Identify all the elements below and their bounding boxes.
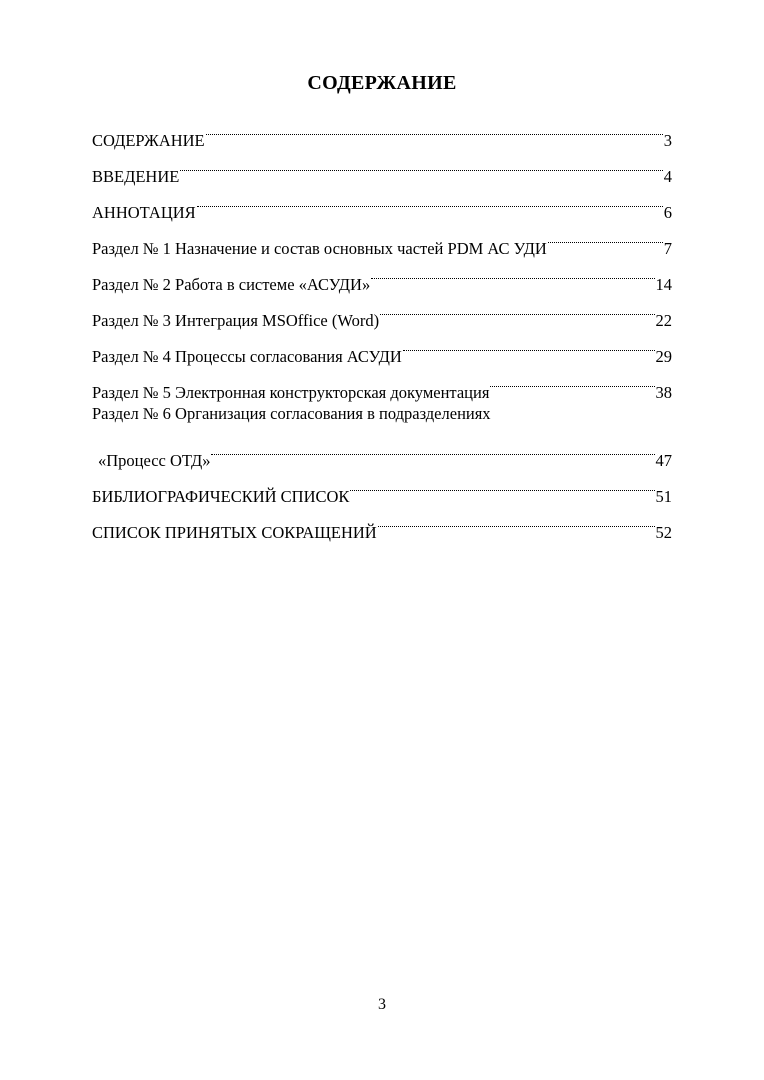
toc-entry-title: Раздел № 5 Электронная конструкторская документация: [92, 383, 490, 402]
toc-dot-leader: [206, 110, 663, 146]
toc-line: [92, 182, 672, 222]
toc-dot-leader: [490, 362, 654, 398]
toc-entry-section-3[interactable]: [92, 290, 672, 330]
page-title: СОДЕРЖАНИЕ: [307, 72, 457, 94]
toc-entry-title-continuation: «Процесс ОТД»: [98, 451, 211, 470]
toc-entry-section-1[interactable]: [92, 218, 672, 258]
toc-entry-title: БИБЛИОГРАФИЧЕСКИЙ СПИСОК: [92, 487, 350, 506]
toc-entry-page: 4: [663, 167, 672, 186]
toc-line: [92, 110, 672, 150]
toc-line: [92, 502, 672, 542]
toc-dot-leader: [211, 430, 654, 466]
toc-entry-page: 6: [663, 203, 672, 222]
toc-entry-page: 7: [663, 239, 672, 258]
toc-line: [92, 218, 672, 258]
toc-dot-leader: [403, 326, 655, 362]
toc-entry-abbreviations[interactable]: [92, 502, 672, 542]
toc-line: [92, 362, 672, 402]
toc-entry-annotation[interactable]: [92, 182, 672, 222]
toc-entry-title: Раздел № 6 Организация согласования в подразделениях: [92, 404, 491, 423]
toc-entry-page: 38: [655, 383, 672, 402]
toc-entry-title: СОДЕРЖАНИЕ: [92, 131, 205, 150]
toc-entry-title: ВВЕДЕНИЕ: [92, 167, 180, 186]
toc-entry-bibliography[interactable]: [92, 466, 672, 506]
toc-entry-page: 52: [655, 523, 672, 542]
toc-line: [92, 466, 672, 506]
toc-entry-page: 47: [655, 451, 672, 470]
toc-entry-title: СПИСОК ПРИНЯТЫХ СОКРАЩЕНИЙ: [92, 523, 377, 542]
toc-entry-introduction[interactable]: [92, 146, 672, 186]
toc-dot-leader: [350, 466, 654, 502]
toc-entry-page: 3: [663, 131, 672, 150]
toc-dot-leader: [197, 182, 663, 218]
toc-entry-page: 22: [655, 311, 672, 330]
page-number: 3: [378, 996, 386, 1013]
toc-entry-title: Раздел № 1 Назначение и состав основных частей PDM АС УДИ: [92, 239, 547, 258]
toc-entry-title: АННОТАЦИЯ: [92, 203, 196, 222]
toc-line-continuation: [92, 430, 672, 470]
toc-entry-section-6[interactable]: [92, 398, 672, 470]
toc-line: [92, 326, 672, 366]
toc-entry-page: 51: [655, 487, 672, 506]
toc-entry-title: Раздел № 2 Работа в системе «АСУДИ»: [92, 275, 371, 294]
toc-line: [92, 146, 672, 186]
toc-line: [92, 254, 672, 294]
toc-entry-title: Раздел № 3 Интеграция MSOffice (Word): [92, 311, 380, 330]
toc-entry-page: 14: [655, 275, 672, 294]
toc-dot-leader: [548, 218, 663, 254]
toc-dot-leader: [380, 290, 654, 326]
toc-entry-section-2[interactable]: [92, 254, 672, 294]
toc-line: [92, 290, 672, 330]
toc-line: [92, 398, 672, 430]
toc-entry-page: 29: [655, 347, 672, 366]
table-of-contents: [92, 110, 672, 542]
toc-dot-leader: [378, 502, 655, 538]
toc-dot-leader: [180, 146, 662, 182]
toc-entry-section-5[interactable]: [92, 362, 672, 402]
toc-dot-leader: [371, 254, 654, 290]
toc-entry-title: Раздел № 4 Процессы согласования АСУДИ: [92, 347, 402, 366]
toc-entry-section-4[interactable]: [92, 326, 672, 366]
toc-entry-contents[interactable]: [92, 110, 672, 150]
